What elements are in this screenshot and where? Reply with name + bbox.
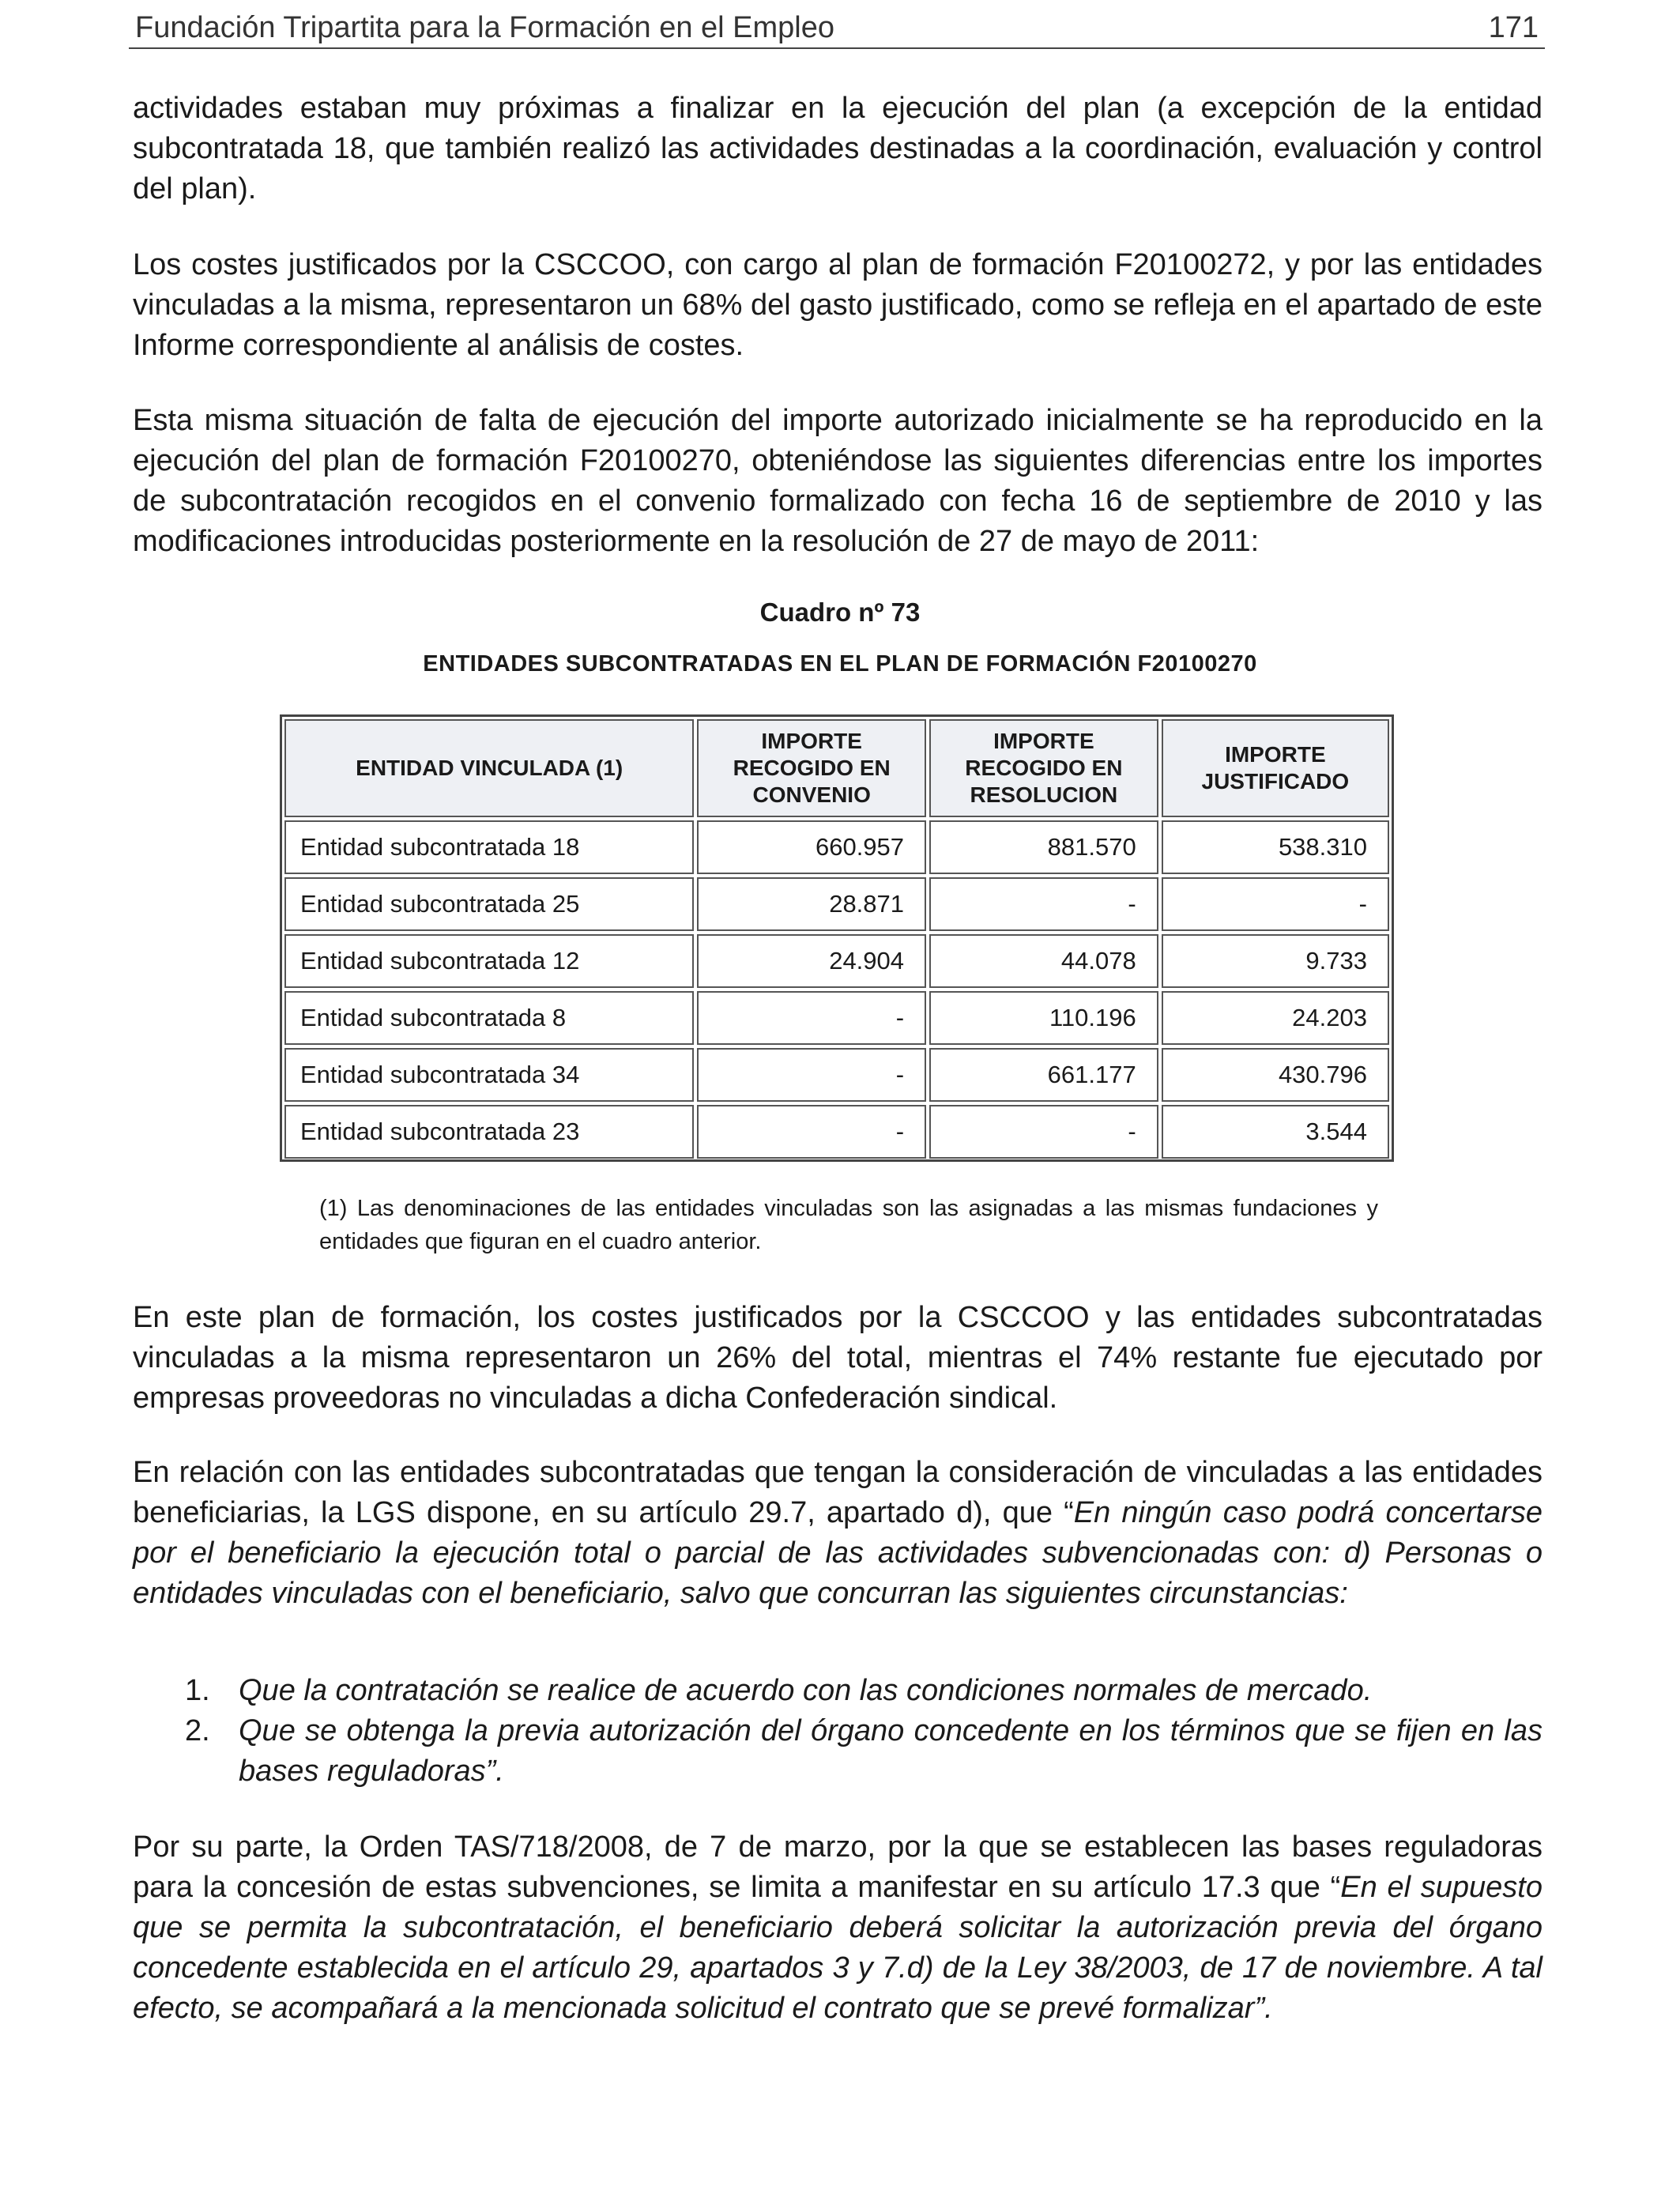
header-entidad: ENTIDAD VINCULADA (1) — [284, 719, 694, 817]
paragraph-1: actividades estaban muy próximas a finalizar en la ejecución del plan (a excepción de la entidad subcontratada 18, que también realizó las actividades destinadas a la coordinación, evaluación y control del plan). — [133, 92, 1543, 205]
header-justificado: IMPORTE JUSTIFICADO — [1162, 719, 1389, 817]
cell-convenio: 24.904 — [697, 934, 926, 988]
paragraph-5-quote: En ningún caso podrá concertarse por el beneficiario la ejecución total o parcial de las actividades subvencionadas con: d) Personas o entidades vinculadas con el beneficiario, salvo que concurran las siguientes circunstancias: — [133, 1496, 1543, 1610]
cell-entidad: Entidad subcontratada 34 — [284, 1048, 694, 1102]
page-number: 171 — [1488, 11, 1539, 44]
paragraph-6-text: Por su parte, la Orden TAS/718/2008, de 7 de marzo, por la que se establecen las bases reguladoras para la concesión de estas subvenciones, se limita a manifestar en su artículo 17.3 que “ — [133, 1830, 1543, 1904]
list-item-text: Que se obtenga la previa autorización del órgano concedente en los términos que se fijen en las bases reguladoras”. — [239, 1714, 1543, 1788]
table-row — [284, 1105, 1389, 1159]
header-title: Fundación Tripartita para la Formación en el Empleo — [135, 11, 835, 44]
cell-convenio: 28.871 — [697, 877, 926, 931]
cell-justificado: - — [1162, 877, 1389, 931]
table-row — [284, 820, 1389, 874]
table-row — [284, 877, 1389, 931]
table-row — [284, 991, 1389, 1045]
paragraph-6 — [133, 1827, 1543, 2029]
cell-convenio: - — [697, 1048, 926, 1102]
paragraph-3: Esta misma situación de falta de ejecución del importe autorizado inicialmente se ha reproducido en la ejecución del plan de formación F20100270, obteniéndose las siguientes diferencias entre los importes de subcontratación recogidos en el convenio formalizado con fecha 16 de septiembre de 2010 y las modificaciones introducidas posteriormente en la resolución de 27 de mayo de 2011: — [133, 404, 1543, 558]
table-row — [284, 1048, 1389, 1102]
paragraph-4: En este plan de formación, los costes justificados por la CSCCOO y las entidades subcontratadas vinculadas a la misma representaron un 26% del total, mientras el 74% restante fue ejecutado por empresas proveedoras no vinculadas a dicha Confederación sindical. — [133, 1301, 1543, 1415]
cell-entidad: Entidad subcontratada 25 — [284, 877, 694, 931]
cell-entidad: Entidad subcontratada 12 — [284, 934, 694, 988]
cell-resolucion: - — [929, 1105, 1158, 1159]
cell-entidad: Entidad subcontratada 23 — [284, 1105, 694, 1159]
cell-convenio: - — [697, 991, 926, 1045]
cell-entidad: Entidad subcontratada 8 — [284, 991, 694, 1045]
cell-entidad: Entidad subcontratada 18 — [284, 820, 694, 874]
cell-resolucion: - — [929, 877, 1158, 931]
conditions-list — [133, 1671, 1543, 1792]
cell-convenio: - — [697, 1105, 926, 1159]
cell-resolucion: 661.177 — [929, 1048, 1158, 1102]
paragraph-5-text: En relación con las entidades subcontratadas que tengan la consideración de vinculadas a las entidades beneficiarias, la LGS dispone, en su artículo 29.7, apartado d), que “ — [133, 1456, 1543, 1529]
list-item — [133, 1671, 1543, 1711]
list-item-number: 1. — [185, 1674, 210, 1707]
cell-resolucion: 881.570 — [929, 820, 1158, 874]
cell-resolucion: 44.078 — [929, 934, 1158, 988]
paragraph-6-quote: En el supuesto que se permita la subcontratación, el beneficiario deberá solicitar la autorización previa del órgano concedente establecida en el artículo 29, apartados 3 y 7.d) de la Ley 38/2003, de 17 de noviembre. A tal efecto, se acompañará a la mencionada solicitud el contrato que se prevé formalizar”. — [133, 1871, 1543, 2025]
table-number: Cuadro nº 73 — [759, 598, 921, 627]
list-item-number: 2. — [185, 1714, 210, 1747]
cell-justificado: 430.796 — [1162, 1048, 1389, 1102]
subcontract-table — [280, 714, 1394, 1162]
list-item — [133, 1711, 1543, 1792]
cell-justificado: 538.310 — [1162, 820, 1389, 874]
cell-justificado: 9.733 — [1162, 934, 1389, 988]
header-convenio: IMPORTE RECOGIDO EN CONVENIO — [697, 719, 926, 817]
paragraph-2: Los costes justificados por la CSCCOO, con cargo al plan de formación F20100272, y por las entidades vinculadas a la misma, representaron un 68% del gasto justificado, como se refleja en el apartado de este Informe correspondiente al análisis de costes. — [133, 248, 1543, 362]
table-title: ENTIDADES SUBCONTRATADAS EN EL PLAN DE FORMACIÓN F20100270 — [423, 651, 1257, 677]
cell-resolucion: 110.196 — [929, 991, 1158, 1045]
paragraph-5 — [133, 1453, 1543, 1614]
page-header — [129, 8, 1545, 49]
table-row — [284, 934, 1389, 988]
cell-justificado: 3.544 — [1162, 1105, 1389, 1159]
header-resolucion: IMPORTE RECOGIDO EN RESOLUCION — [929, 719, 1158, 817]
list-item-text: Que la contratación se realice de acuerdo con las condiciones normales de mercado. — [239, 1674, 1373, 1707]
cell-convenio: 660.957 — [697, 820, 926, 874]
cell-justificado: 24.203 — [1162, 991, 1389, 1045]
table-header-row — [284, 719, 1389, 817]
table-footnote: (1) Las denominaciones de las entidades vinculadas son las asignadas a las mismas fundaciones y entidades que figuran en el cuadro anterior. — [319, 1196, 1378, 1254]
